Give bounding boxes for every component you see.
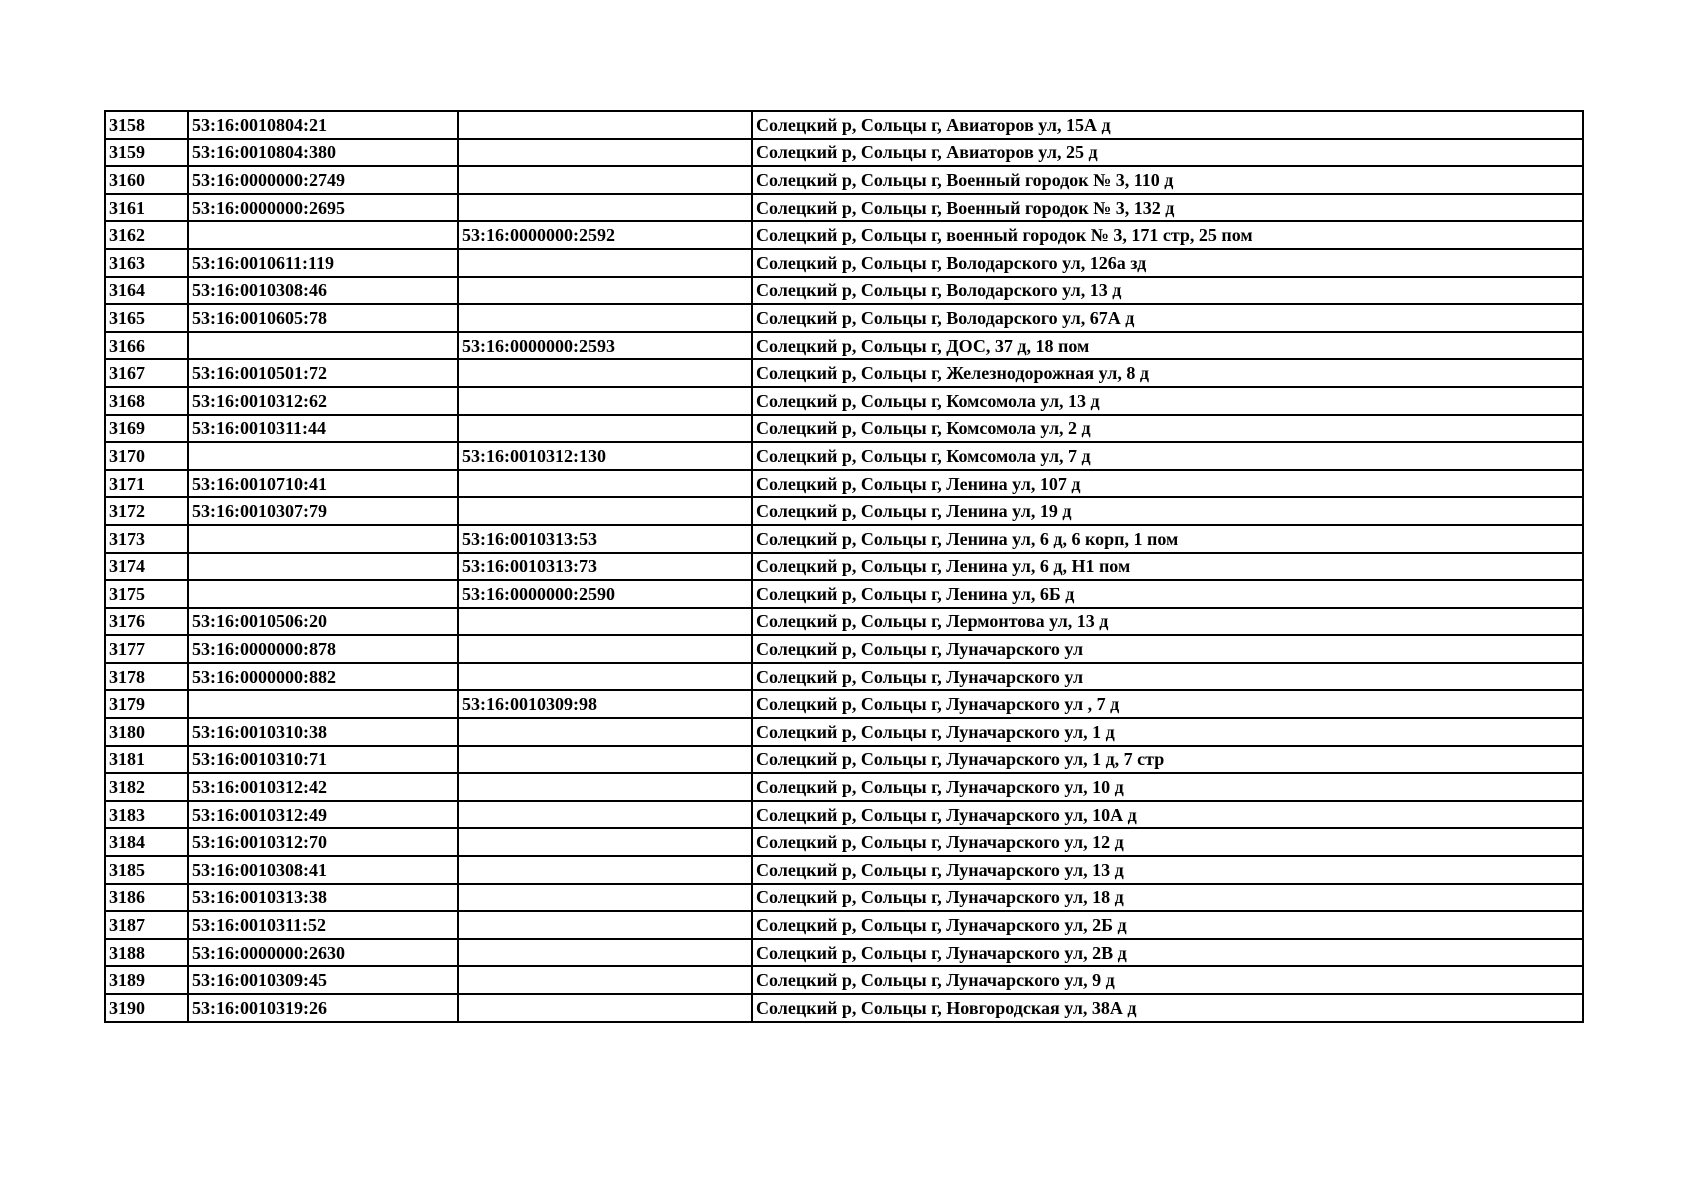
land-cadastral-cell: 53:16:0010312:62	[188, 387, 458, 415]
land-cadastral-cell: 53:16:0010611:119	[188, 249, 458, 277]
room-cadastral-cell: 53:16:0000000:2593	[458, 332, 752, 360]
row-number-cell: 3182	[105, 773, 188, 801]
table-row	[105, 635, 1583, 663]
row-number-cell: 3174	[105, 553, 188, 581]
address-cell: Солецкий р, Сольцы г, Ленина ул, 6 д, 6 корп, 1 пом	[752, 525, 1583, 553]
room-cadastral-cell	[458, 801, 752, 829]
table-row	[105, 277, 1583, 305]
address-cell: Солецкий р, Сольцы г, ДОС, 37 д, 18 пом	[752, 332, 1583, 360]
room-cadastral-cell	[458, 111, 752, 139]
land-cadastral-cell: 53:16:0010312:49	[188, 801, 458, 829]
address-cell: Солецкий р, Сольцы г, Ленина ул, 6 д, Н1 пом	[752, 553, 1583, 581]
address-cell: Солецкий р, Сольцы г, Авиаторов ул, 25 д	[752, 139, 1583, 167]
land-cadastral-cell: 53:16:0010312:70	[188, 828, 458, 856]
address-cell: Солецкий р, Сольцы г, Луначарского ул, 10 д	[752, 773, 1583, 801]
table-body	[105, 111, 1583, 1022]
property-table	[104, 110, 1584, 1023]
address-cell: Солецкий р, Сольцы г, Луначарского ул , 7 д	[752, 690, 1583, 718]
room-cadastral-cell	[458, 194, 752, 222]
table-row	[105, 663, 1583, 691]
room-cadastral-cell	[458, 387, 752, 415]
row-number-cell: 3188	[105, 939, 188, 967]
room-cadastral-cell: 53:16:0010313:73	[458, 553, 752, 581]
land-cadastral-cell: 53:16:0010309:45	[188, 966, 458, 994]
address-cell: Солецкий р, Сольцы г, Комсомола ул, 7 д	[752, 442, 1583, 470]
land-cadastral-cell: 53:16:0010312:42	[188, 773, 458, 801]
land-cadastral-cell: 53:16:0010307:79	[188, 497, 458, 525]
land-cadastral-cell: 53:16:0010311:44	[188, 415, 458, 443]
address-cell: Солецкий р, Сольцы г, Ленина ул, 6Б д	[752, 580, 1583, 608]
table-row	[105, 470, 1583, 498]
row-number-cell: 3181	[105, 746, 188, 774]
row-number-cell: 3177	[105, 635, 188, 663]
land-cadastral-cell: 53:16:0010804:380	[188, 139, 458, 167]
row-number-cell: 3163	[105, 249, 188, 277]
land-cadastral-cell: 53:16:0000000:2749	[188, 166, 458, 194]
address-cell: Солецкий р, Сольцы г, Военный городок № 3, 110 д	[752, 166, 1583, 194]
address-cell: Солецкий р, Сольцы г, Железнодорожная ул, 8 д	[752, 359, 1583, 387]
land-cadastral-cell	[188, 332, 458, 360]
row-number-cell: 3167	[105, 359, 188, 387]
table-row	[105, 332, 1583, 360]
room-cadastral-cell: 53:16:0000000:2590	[458, 580, 752, 608]
table-row	[105, 718, 1583, 746]
table-row	[105, 111, 1583, 139]
row-number-cell: 3162	[105, 221, 188, 249]
room-cadastral-cell	[458, 994, 752, 1022]
land-cadastral-cell: 53:16:0010311:52	[188, 911, 458, 939]
table-row	[105, 553, 1583, 581]
table-row	[105, 966, 1583, 994]
table-row	[105, 221, 1583, 249]
address-cell: Солецкий р, Сольцы г, Луначарского ул, 12 д	[752, 828, 1583, 856]
table-row	[105, 387, 1583, 415]
address-cell: Солецкий р, Сольцы г, Луначарского ул	[752, 663, 1583, 691]
land-cadastral-cell: 53:16:0010310:71	[188, 746, 458, 774]
address-cell: Солецкий р, Сольцы г, Луначарского ул, 2В д	[752, 939, 1583, 967]
table-row	[105, 801, 1583, 829]
table-row	[105, 415, 1583, 443]
address-cell: Солецкий р, Сольцы г, Военный городок № 3, 132 д	[752, 194, 1583, 222]
table-row	[105, 525, 1583, 553]
row-number-cell: 3168	[105, 387, 188, 415]
room-cadastral-cell: 53:16:0010312:130	[458, 442, 752, 470]
table-row	[105, 608, 1583, 636]
land-cadastral-cell: 53:16:0010319:26	[188, 994, 458, 1022]
room-cadastral-cell	[458, 635, 752, 663]
row-number-cell: 3161	[105, 194, 188, 222]
row-number-cell: 3179	[105, 690, 188, 718]
land-cadastral-cell: 53:16:0010308:46	[188, 277, 458, 305]
table-row	[105, 994, 1583, 1022]
land-cadastral-cell: 53:16:0010506:20	[188, 608, 458, 636]
room-cadastral-cell: 53:16:0010309:98	[458, 690, 752, 718]
row-number-cell: 3185	[105, 856, 188, 884]
room-cadastral-cell	[458, 828, 752, 856]
land-cadastral-cell	[188, 525, 458, 553]
table-row	[105, 856, 1583, 884]
table-row	[105, 911, 1583, 939]
room-cadastral-cell	[458, 663, 752, 691]
land-cadastral-cell: 53:16:0000000:878	[188, 635, 458, 663]
address-cell: Солецкий р, Сольцы г, Луначарского ул, 1 д, 7 стр	[752, 746, 1583, 774]
table-row	[105, 139, 1583, 167]
row-number-cell: 3186	[105, 884, 188, 912]
row-number-cell: 3187	[105, 911, 188, 939]
row-number-cell: 3158	[105, 111, 188, 139]
land-cadastral-cell: 53:16:0010501:72	[188, 359, 458, 387]
address-cell: Солецкий р, Сольцы г, Лермонтова ул, 13 д	[752, 608, 1583, 636]
row-number-cell: 3160	[105, 166, 188, 194]
room-cadastral-cell	[458, 277, 752, 305]
table-row	[105, 194, 1583, 222]
table-row	[105, 773, 1583, 801]
land-cadastral-cell: 53:16:0000000:2695	[188, 194, 458, 222]
land-cadastral-cell	[188, 690, 458, 718]
table-row	[105, 884, 1583, 912]
room-cadastral-cell	[458, 249, 752, 277]
land-cadastral-cell: 53:16:0010605:78	[188, 304, 458, 332]
table-row	[105, 939, 1583, 967]
room-cadastral-cell	[458, 718, 752, 746]
room-cadastral-cell	[458, 911, 752, 939]
land-cadastral-cell	[188, 580, 458, 608]
address-cell: Солецкий р, Сольцы г, Луначарского ул	[752, 635, 1583, 663]
room-cadastral-cell	[458, 773, 752, 801]
room-cadastral-cell	[458, 939, 752, 967]
row-number-cell: 3169	[105, 415, 188, 443]
address-cell: Солецкий р, Сольцы г, военный городок № 3, 171 стр, 25 пом	[752, 221, 1583, 249]
room-cadastral-cell: 53:16:0010313:53	[458, 525, 752, 553]
land-cadastral-cell	[188, 553, 458, 581]
table-row	[105, 497, 1583, 525]
row-number-cell: 3180	[105, 718, 188, 746]
row-number-cell: 3159	[105, 139, 188, 167]
address-cell: Солецкий р, Сольцы г, Комсомола ул, 13 д	[752, 387, 1583, 415]
room-cadastral-cell	[458, 497, 752, 525]
room-cadastral-cell: 53:16:0000000:2592	[458, 221, 752, 249]
row-number-cell: 3173	[105, 525, 188, 553]
table-row	[105, 442, 1583, 470]
address-cell: Солецкий р, Сольцы г, Новгородская ул, 38А д	[752, 994, 1583, 1022]
row-number-cell: 3190	[105, 994, 188, 1022]
table-row	[105, 746, 1583, 774]
table-row	[105, 166, 1583, 194]
row-number-cell: 3171	[105, 470, 188, 498]
address-cell: Солецкий р, Сольцы г, Луначарского ул, 2Б д	[752, 911, 1583, 939]
row-number-cell: 3166	[105, 332, 188, 360]
address-cell: Солецкий р, Сольцы г, Ленина ул, 107 д	[752, 470, 1583, 498]
land-cadastral-cell	[188, 442, 458, 470]
address-cell: Солецкий р, Сольцы г, Луначарского ул, 9 д	[752, 966, 1583, 994]
room-cadastral-cell	[458, 304, 752, 332]
row-number-cell: 3176	[105, 608, 188, 636]
land-cadastral-cell: 53:16:0010310:38	[188, 718, 458, 746]
room-cadastral-cell	[458, 608, 752, 636]
address-cell: Солецкий р, Сольцы г, Ленина ул, 19 д	[752, 497, 1583, 525]
table-row	[105, 690, 1583, 718]
room-cadastral-cell	[458, 166, 752, 194]
address-cell: Солецкий р, Сольцы г, Луначарского ул, 13 д	[752, 856, 1583, 884]
row-number-cell: 3172	[105, 497, 188, 525]
land-cadastral-cell: 53:16:0010308:41	[188, 856, 458, 884]
room-cadastral-cell	[458, 966, 752, 994]
table-row	[105, 359, 1583, 387]
land-cadastral-cell: 53:16:0000000:882	[188, 663, 458, 691]
room-cadastral-cell	[458, 746, 752, 774]
land-cadastral-cell: 53:16:0010313:38	[188, 884, 458, 912]
row-number-cell: 3175	[105, 580, 188, 608]
row-number-cell: 3189	[105, 966, 188, 994]
address-cell: Солецкий р, Сольцы г, Володарского ул, 126а зд	[752, 249, 1583, 277]
table-row	[105, 580, 1583, 608]
address-cell: Солецкий р, Сольцы г, Луначарского ул, 1 д	[752, 718, 1583, 746]
table-row	[105, 304, 1583, 332]
room-cadastral-cell	[458, 470, 752, 498]
room-cadastral-cell	[458, 856, 752, 884]
address-cell: Солецкий р, Сольцы г, Луначарского ул, 10А д	[752, 801, 1583, 829]
row-number-cell: 3184	[105, 828, 188, 856]
address-cell: Солецкий р, Сольцы г, Луначарского ул, 18 д	[752, 884, 1583, 912]
room-cadastral-cell	[458, 139, 752, 167]
address-cell: Солецкий р, Сольцы г, Володарского ул, 13 д	[752, 277, 1583, 305]
land-cadastral-cell: 53:16:0010804:21	[188, 111, 458, 139]
row-number-cell: 3164	[105, 277, 188, 305]
address-cell: Солецкий р, Сольцы г, Володарского ул, 67А д	[752, 304, 1583, 332]
land-cadastral-cell	[188, 221, 458, 249]
address-cell: Солецкий р, Сольцы г, Комсомола ул, 2 д	[752, 415, 1583, 443]
room-cadastral-cell	[458, 884, 752, 912]
address-cell: Солецкий р, Сольцы г, Авиаторов ул, 15А д	[752, 111, 1583, 139]
row-number-cell: 3165	[105, 304, 188, 332]
room-cadastral-cell	[458, 415, 752, 443]
table-row	[105, 828, 1583, 856]
room-cadastral-cell	[458, 359, 752, 387]
row-number-cell: 3170	[105, 442, 188, 470]
table-row	[105, 249, 1583, 277]
row-number-cell: 3183	[105, 801, 188, 829]
land-cadastral-cell: 53:16:0010710:41	[188, 470, 458, 498]
row-number-cell: 3178	[105, 663, 188, 691]
land-cadastral-cell: 53:16:0000000:2630	[188, 939, 458, 967]
